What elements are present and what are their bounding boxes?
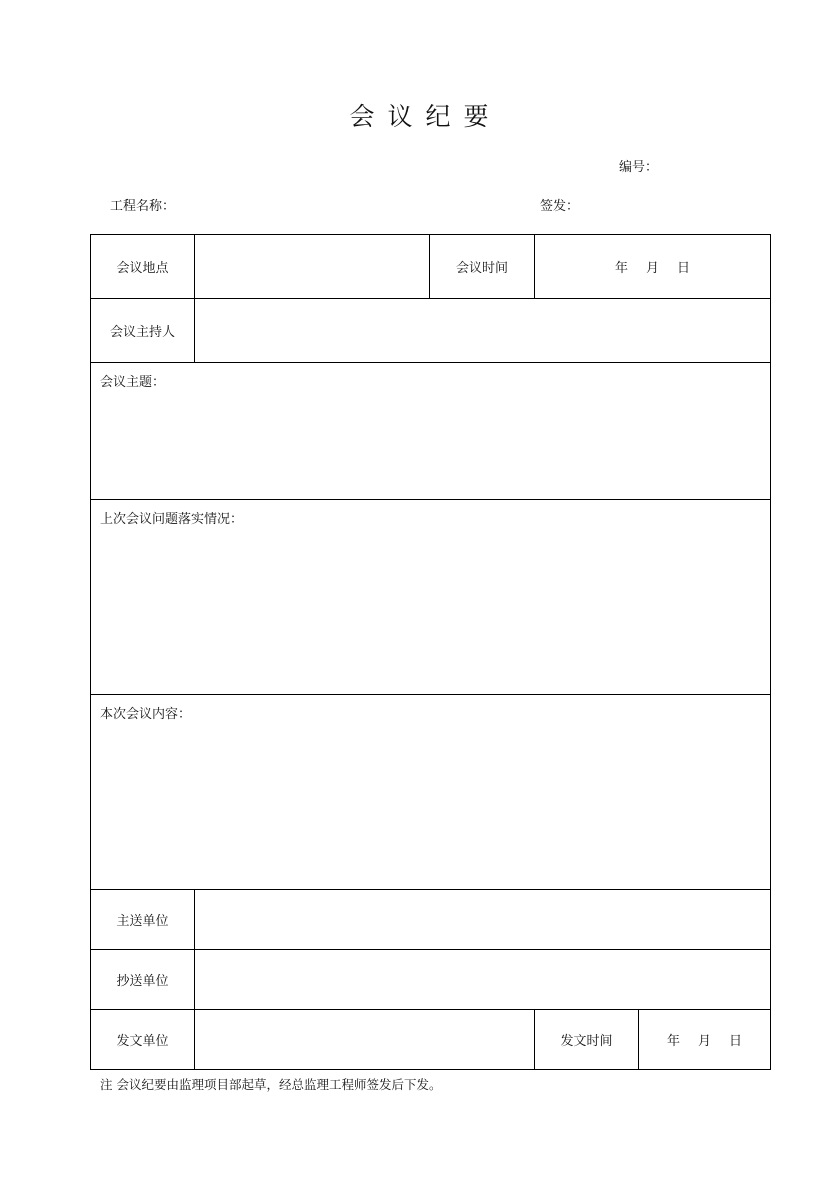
previous-issues-section[interactable] [91, 500, 771, 695]
meeting-host-field[interactable] [195, 299, 771, 363]
cc-recipient-field[interactable] [195, 950, 771, 1010]
current-content-label: 本次会议内容： [100, 707, 192, 722]
date-day-label: 日 [677, 261, 691, 276]
previous-issues-label: 上次会议问题落实情况： [100, 512, 244, 527]
meeting-location-label: 会议地点 [91, 235, 195, 299]
main-recipient-field[interactable] [195, 890, 771, 950]
meeting-time-label: 会议时间 [430, 235, 535, 299]
footer-note: 注 会议纪要由监理项目部起草，经总监理工程师签发后下发。 [100, 1077, 442, 1092]
issue-date-month-label: 月 [698, 1034, 712, 1049]
meeting-date-field[interactable] [535, 235, 771, 299]
issue-date-day-label: 日 [729, 1034, 743, 1049]
project-name-label: 工程名称： [110, 199, 176, 214]
cc-recipient-label: 抄送单位 [91, 950, 195, 1010]
meeting-minutes-form [90, 234, 771, 1070]
issued-by-label: 签发： [540, 199, 580, 214]
meeting-topic-section[interactable] [91, 363, 771, 500]
meeting-host-label: 会议主持人 [91, 299, 195, 363]
meeting-location-field[interactable] [195, 235, 430, 299]
issuing-unit-label: 发文单位 [91, 1010, 195, 1070]
date-year-label: 年 [614, 261, 628, 276]
issue-time-label: 发文时间 [535, 1010, 639, 1070]
issue-date-field[interactable] [639, 1010, 771, 1070]
document-title: 会议纪要 [349, 102, 502, 131]
issue-date-year-label: 年 [666, 1034, 680, 1049]
main-recipient-label: 主送单位 [91, 890, 195, 950]
issuing-unit-field[interactable] [195, 1010, 535, 1070]
current-content-section[interactable] [91, 695, 771, 890]
doc-number-label: 编号： [619, 160, 659, 175]
meeting-topic-label: 会议主题： [100, 375, 166, 390]
date-month-label: 月 [646, 261, 660, 276]
